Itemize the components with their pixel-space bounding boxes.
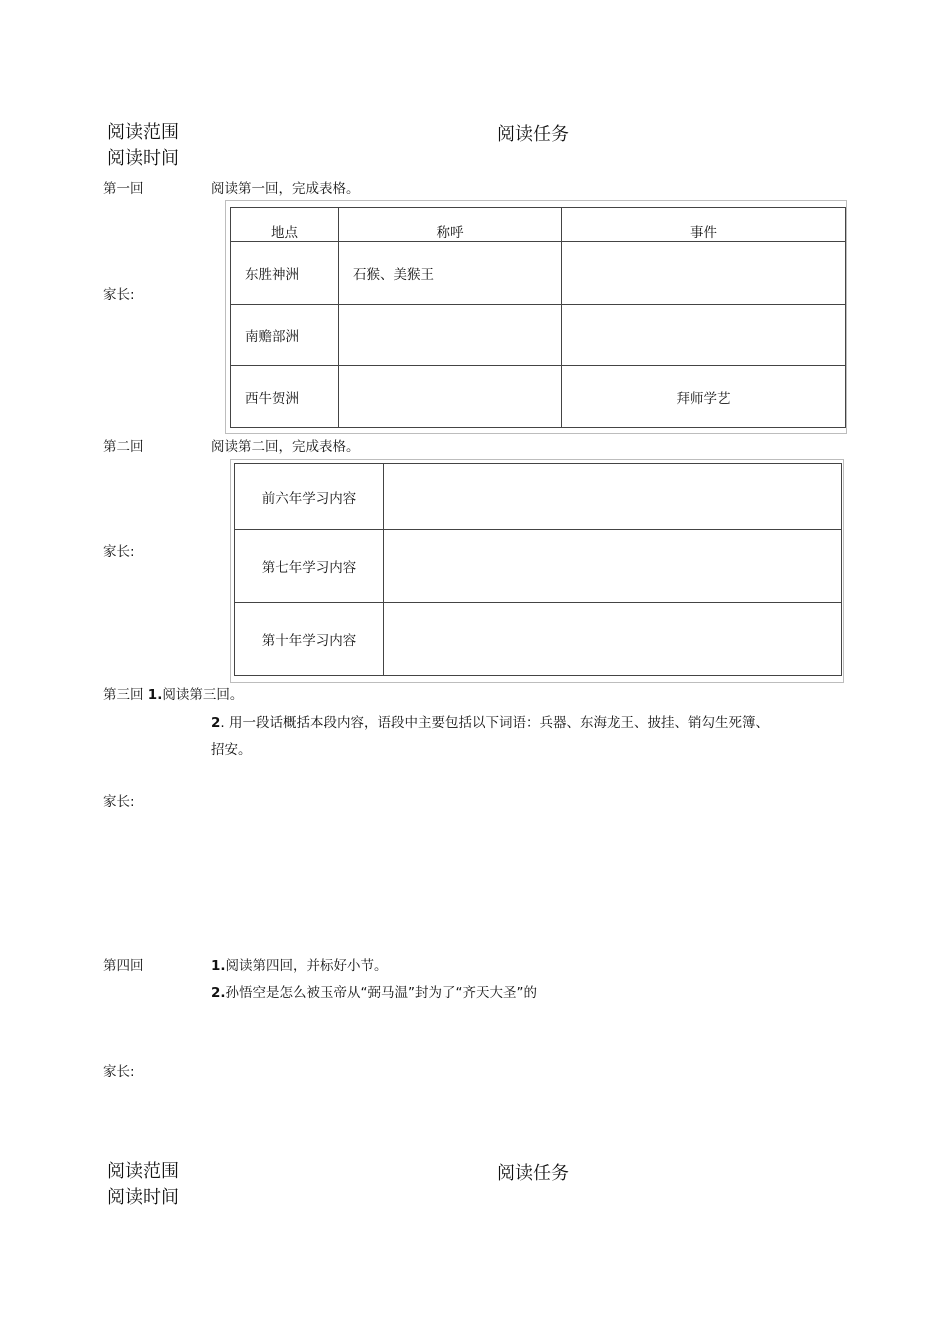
reading-scope-label: 阅读范围 (107, 1161, 179, 1182)
answer-cell[interactable] (384, 603, 842, 676)
chapter-4-item-1 (211, 957, 388, 975)
parent-signature-label: 家长: (103, 544, 135, 560)
table-cell: 第七年学习内容 (235, 530, 384, 603)
chapter-1-name: 第一回 (103, 181, 144, 197)
table-cell[interactable]: 石猴、美猴王 (339, 242, 562, 305)
table-cell: 南赡部洲 (231, 305, 339, 366)
chapter-4-item-2 (211, 984, 537, 1002)
chapter-3-name: 第三回 (103, 687, 144, 703)
header-cell-place: 地点 (231, 208, 339, 242)
header-cell-title: 称呼 (339, 208, 562, 242)
table-header-row (231, 208, 846, 242)
table-row (235, 530, 842, 603)
table-row (231, 366, 846, 428)
table-cell[interactable] (562, 305, 846, 366)
item-number: 1. (211, 958, 226, 974)
chapter-3-line (103, 686, 243, 704)
item-number: 2 (211, 715, 221, 731)
answer-cell[interactable] (384, 530, 842, 603)
chapter-1-table (230, 207, 846, 428)
answer-cell[interactable] (384, 464, 842, 530)
table-row (235, 603, 842, 676)
parent-signature-label: 家长: (103, 1064, 135, 1080)
chapter-2-name: 第二回 (103, 439, 144, 455)
reading-time-label: 阅读时间 (107, 1187, 179, 1208)
table-cell[interactable] (562, 242, 846, 305)
table-row (231, 305, 846, 366)
table-cell[interactable] (339, 366, 562, 428)
item-number: 2. (211, 985, 226, 1001)
header-cell-event: 事件 (562, 208, 846, 242)
table-cell[interactable] (339, 305, 562, 366)
table-cell: 东胜神洲 (231, 242, 339, 305)
chapter-4-item-1-text: 阅读第四回，并标好小节。 (225, 958, 388, 974)
table-row (235, 464, 842, 530)
parent-signature-label: 家长: (103, 794, 135, 810)
chapter-4-name: 第四回 (103, 958, 144, 974)
chapter-3-item-2 (211, 714, 769, 732)
chapter-3-item-1: 阅读第三回。 (162, 687, 244, 703)
table-cell: 第十年学习内容 (235, 603, 384, 676)
table-cell: 前六年学习内容 (235, 464, 384, 530)
reading-scope-label: 阅读范围 (107, 122, 179, 143)
reading-task-label: 阅读任务 (497, 124, 569, 145)
chapter-4-item-2-text: 孙悟空是怎么被玉帝从“弼马温”封为了“齐天大圣”的 (225, 985, 538, 1001)
table-cell: 西牛贺洲 (231, 366, 339, 428)
chapter-3-item-2-cont: 招安。 (211, 742, 252, 758)
item-number: 1. (147, 687, 163, 703)
chapter-3-item-2-text: . 用一段话概括本段内容，语段中主要包括以下词语：兵器、东海龙王、披挂、销勾生死簿、 (220, 715, 769, 731)
table-row (231, 242, 846, 305)
reading-task-label: 阅读任务 (497, 1163, 569, 1184)
table-cell[interactable]: 拜师学艺 (562, 366, 846, 428)
chapter-2-table (234, 463, 842, 676)
chapter-1-instruction: 阅读第一回，完成表格。 (211, 181, 360, 197)
parent-signature-label: 家长: (103, 287, 135, 303)
reading-time-label: 阅读时间 (107, 148, 179, 169)
chapter-2-instruction: 阅读第二回，完成表格。 (211, 439, 360, 455)
